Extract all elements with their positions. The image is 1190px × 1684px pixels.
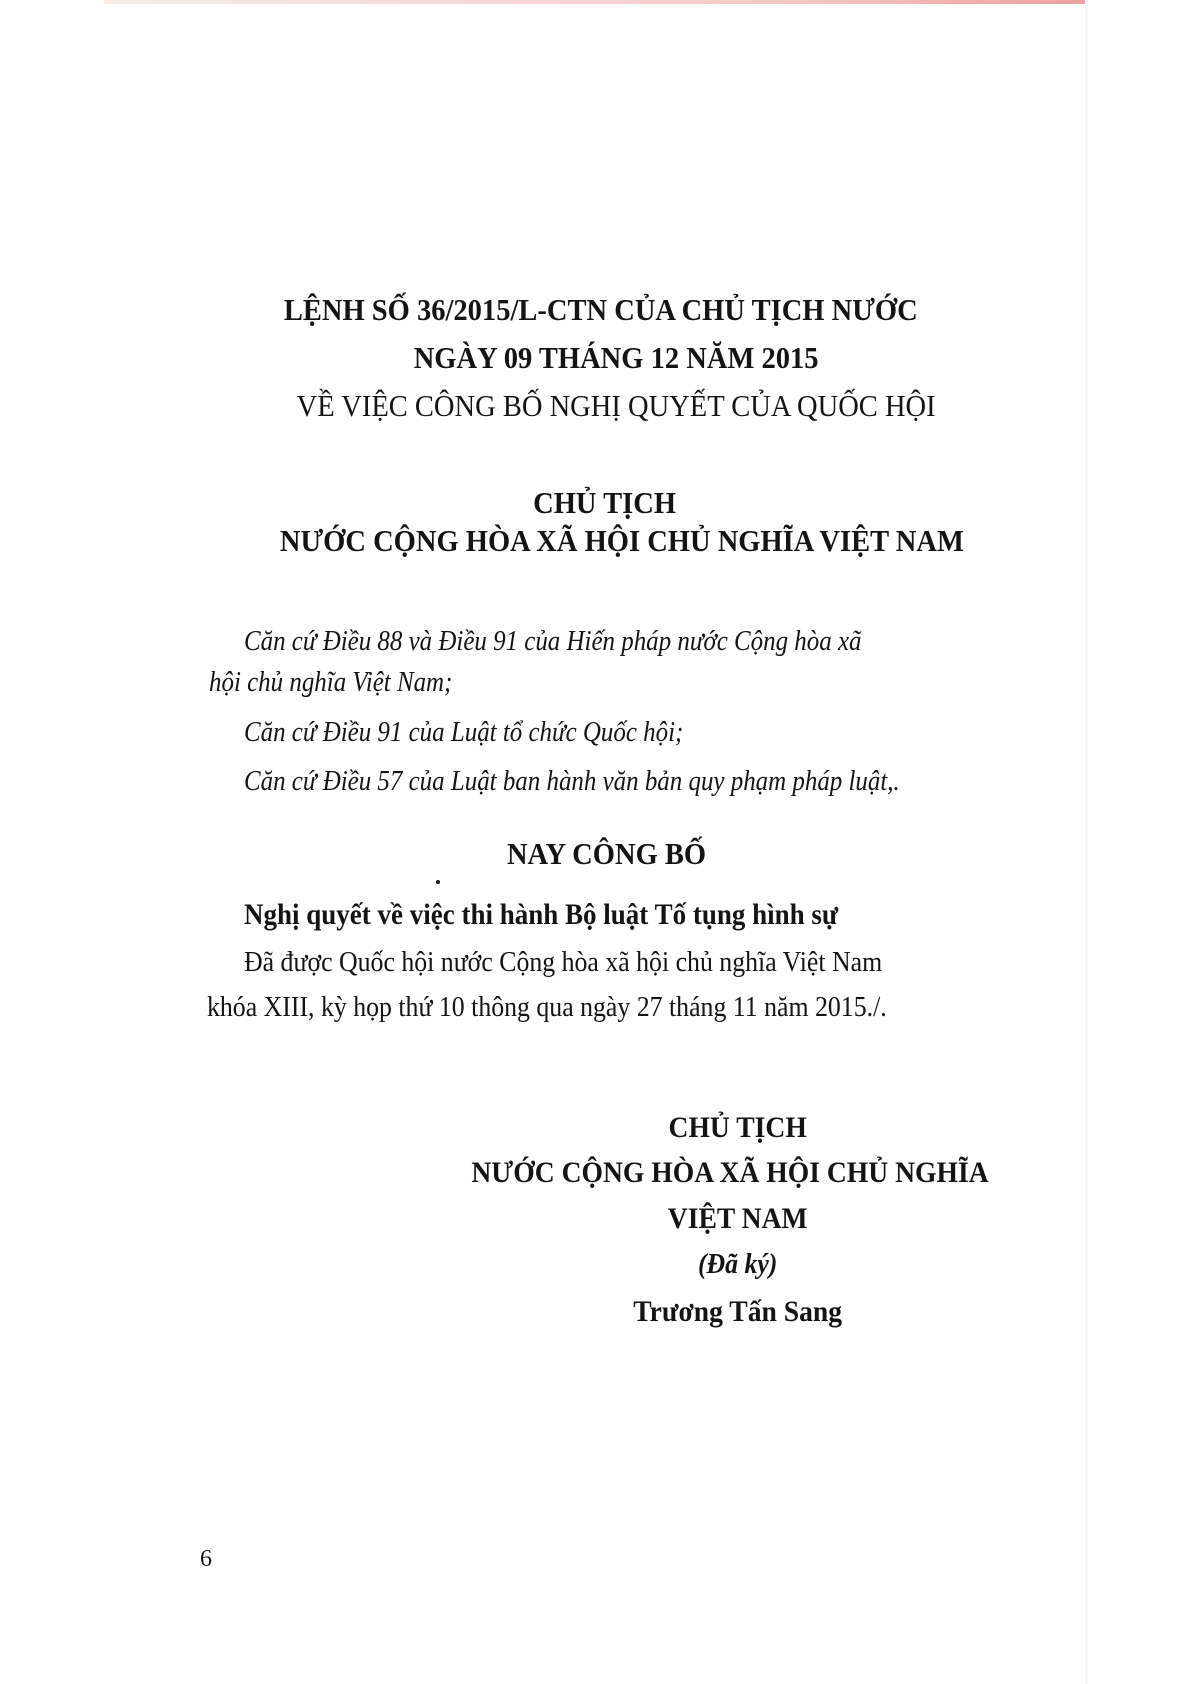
passage-statement-cont: khóa XIII, kỳ họp thứ 10 thông qua ngày 27 tháng 11 năm 2015./.: [207, 991, 887, 1023]
signature-title: CHỦ TỊCH: [668, 1111, 807, 1144]
scan-speck: [436, 880, 440, 884]
signature-country-cont: VIỆT NAM: [667, 1202, 808, 1235]
legal-basis-constitution: Căn cứ Điều 88 và Điều 91 của Hiến pháp nước Cộng hòa xã: [244, 625, 862, 657]
legal-basis-national-assembly-law: Căn cứ Điều 91 của Luật tổ chức Quốc hội;: [244, 716, 684, 748]
signed-note: (Đã ký): [697, 1249, 778, 1280]
issuer-title: CHỦ TỊCH: [533, 485, 677, 520]
legal-basis-legal-documents-law: Căn cứ Điều 57 của Luật ban hành văn bản quy phạm pháp luật,.: [244, 765, 900, 797]
order-title: LỆNH SỐ 36/2015/L-CTN CỦA CHỦ TỊCH NƯỚC: [283, 292, 918, 327]
resolution-title: Nghị quyết về việc thi hành Bộ luật Tố tụng hình sự: [244, 898, 839, 931]
order-subject: VỀ VIỆC CÔNG BỐ NGHỊ QUYẾT CỦA QUỐC HỘI: [296, 388, 936, 423]
passage-statement: Đã được Quốc hội nước Cộng hòa xã hội chủ nghĩa Việt Nam: [244, 946, 883, 978]
order-date: NGÀY 09 THÁNG 12 NĂM 2015: [413, 340, 819, 375]
legal-basis-constitution-cont: hội chủ nghĩa Việt Nam;: [209, 666, 453, 698]
signer-name: Trương Tấn Sang: [633, 1295, 843, 1328]
page-number: 6: [200, 1546, 212, 1572]
issuer-country: NƯỚC CỘNG HÒA XÃ HỘI CHỦ NGHĨA VIỆT NAM: [279, 523, 964, 558]
signature-country: NƯỚC CỘNG HÒA XÃ HỘI CHỦ NGHĨA: [471, 1156, 989, 1189]
announcement-heading: NAY CÔNG BỐ: [506, 836, 707, 871]
